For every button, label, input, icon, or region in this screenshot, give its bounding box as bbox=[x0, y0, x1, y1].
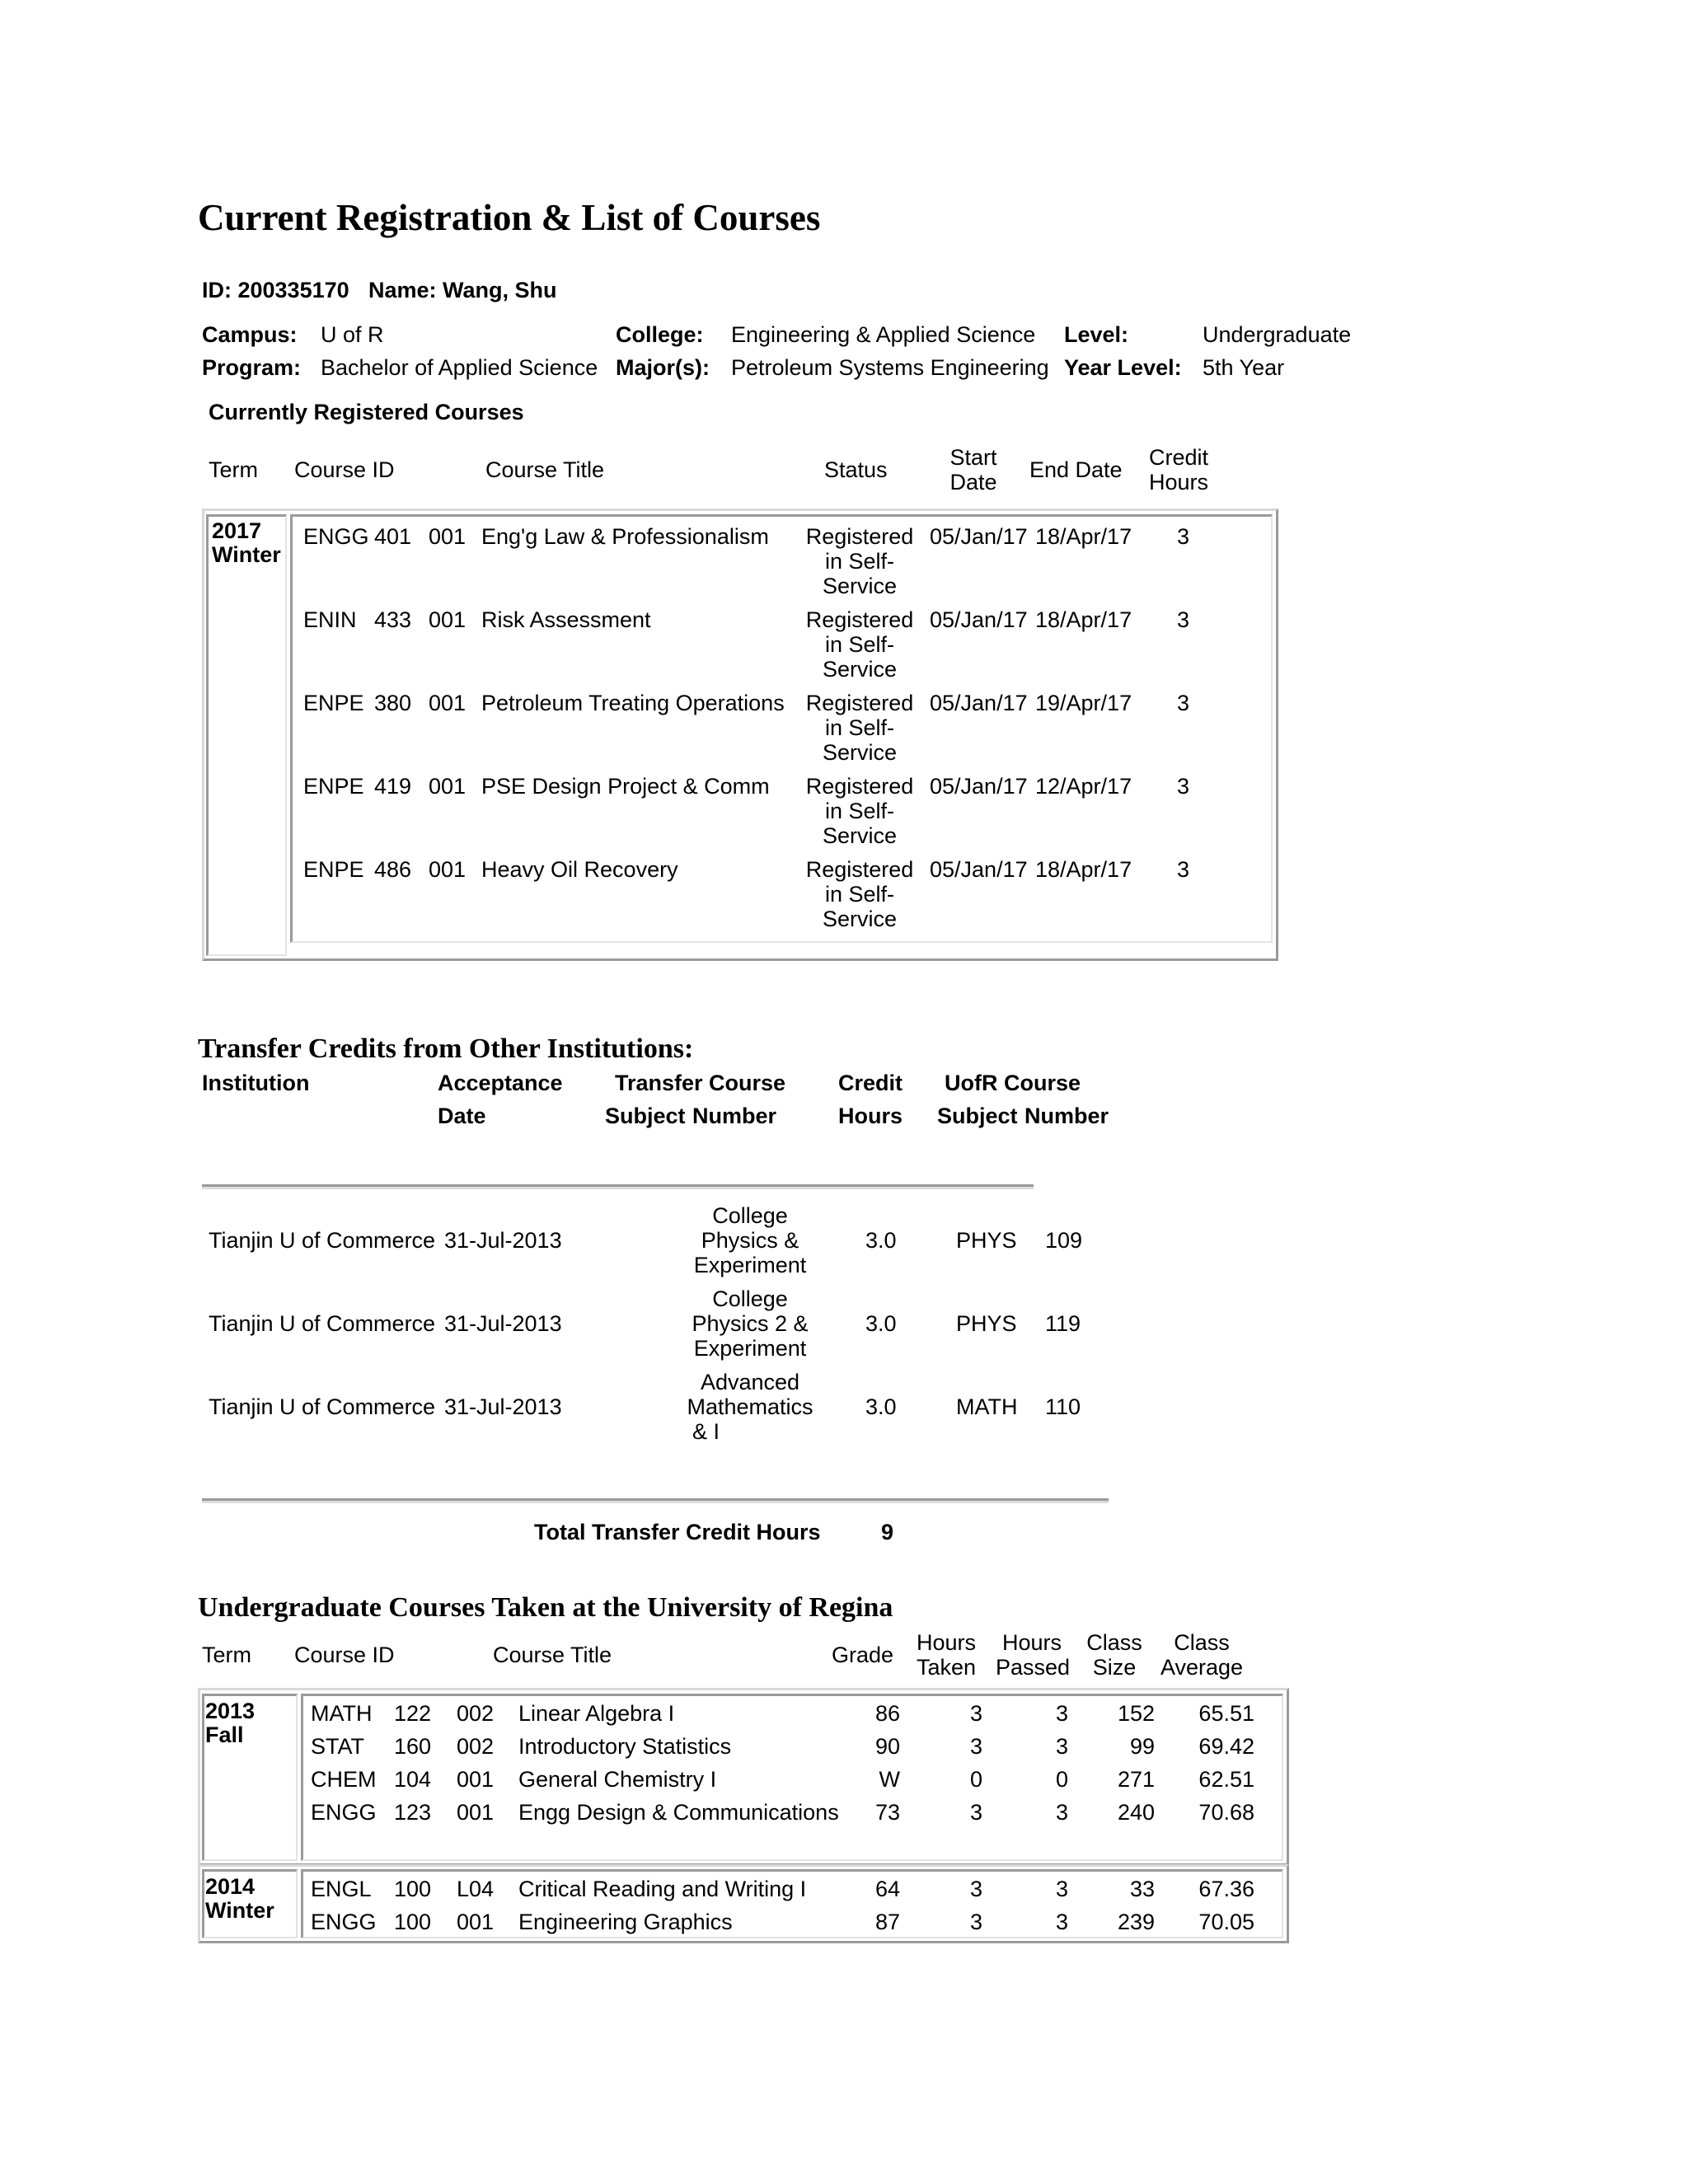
transfer-institution: Tianjin U of Commerce bbox=[209, 1394, 436, 1419]
course-section: 001 bbox=[457, 1910, 495, 1934]
col-grade: Grade bbox=[832, 1643, 894, 1667]
course-subject: ENGL bbox=[311, 1877, 372, 1901]
course-number: 100 bbox=[394, 1910, 432, 1934]
col-term: Term bbox=[209, 457, 258, 482]
class-average: 69.42 bbox=[1198, 1734, 1254, 1759]
class-average: 67.36 bbox=[1198, 1877, 1254, 1901]
course-end: 18/Apr/17 bbox=[1035, 607, 1132, 632]
col-uofr-course: UofR Course bbox=[945, 1071, 1081, 1095]
course-subject: ENIN bbox=[303, 607, 357, 632]
course-number: 486 bbox=[374, 857, 412, 882]
col-acceptance: Acceptance bbox=[438, 1071, 563, 1095]
course-title: Eng'g Law & Professionalism bbox=[481, 524, 769, 549]
majors-label: Major(s): bbox=[616, 355, 710, 380]
course-number: 433 bbox=[374, 607, 412, 632]
transfer-heading: Transfer Credits from Other Institutions: bbox=[198, 1033, 694, 1064]
level-label: Level: bbox=[1064, 322, 1129, 347]
course-subject: STAT bbox=[311, 1734, 364, 1759]
course-status: Registered in Self- Service bbox=[805, 524, 914, 598]
course-credits: 3 bbox=[1177, 607, 1190, 632]
transfer-total-value: 9 bbox=[881, 1520, 894, 1544]
transfer-total-label: Total Transfer Credit Hours bbox=[534, 1520, 821, 1544]
course-number: 123 bbox=[394, 1800, 432, 1825]
hours-taken: 0 bbox=[969, 1767, 982, 1792]
taken-heading: Undergraduate Courses Taken at the University of Regina bbox=[198, 1592, 893, 1623]
course-subject: ENPE bbox=[303, 691, 364, 715]
student-name: Name: Wang, Shu bbox=[368, 278, 557, 302]
col-institution: Institution bbox=[202, 1071, 310, 1095]
transfer-institution: Tianjin U of Commerce bbox=[209, 1311, 436, 1336]
course-section: 002 bbox=[457, 1701, 495, 1726]
course-subject: ENGG bbox=[311, 1800, 377, 1825]
transfer-uofr-number: 109 bbox=[1045, 1228, 1083, 1253]
col-hours: Hours bbox=[838, 1104, 903, 1128]
current-term: 2017 Winter bbox=[212, 518, 281, 567]
course-start: 05/Jan/17 bbox=[930, 691, 1028, 715]
hours-taken: 3 bbox=[969, 1877, 982, 1901]
course-grade: 73 bbox=[874, 1800, 900, 1825]
col-credit-hours: Credit Hours bbox=[1148, 445, 1209, 494]
course-status: Registered in Self- Service bbox=[805, 774, 914, 848]
col-transfer-subject: Subject bbox=[605, 1104, 686, 1128]
col-course-id: Course ID bbox=[294, 457, 395, 482]
col-acceptance-date: Date bbox=[438, 1104, 486, 1128]
course-subject: MATH bbox=[311, 1701, 373, 1726]
course-number: 419 bbox=[374, 774, 412, 799]
hours-passed: 3 bbox=[1055, 1800, 1068, 1825]
course-subject: ENPE bbox=[303, 857, 364, 882]
course-number: 160 bbox=[394, 1734, 432, 1759]
page-title: Current Registration & List of Courses bbox=[198, 197, 821, 238]
course-status: Registered in Self- Service bbox=[805, 607, 914, 682]
campus-label: Campus: bbox=[202, 322, 298, 347]
course-credits: 3 bbox=[1177, 524, 1190, 549]
hours-taken: 3 bbox=[969, 1910, 982, 1934]
term-cell bbox=[206, 514, 287, 956]
course-section: 001 bbox=[429, 774, 467, 799]
col-course-id: Course ID bbox=[294, 1643, 395, 1667]
course-credits: 3 bbox=[1177, 774, 1190, 799]
course-title: PSE Design Project & Comm bbox=[481, 774, 770, 799]
course-start: 05/Jan/17 bbox=[930, 524, 1028, 549]
col-term: Term bbox=[202, 1643, 251, 1667]
course-end: 19/Apr/17 bbox=[1035, 691, 1132, 715]
transfer-course-title: Advanced Mathematics & I bbox=[687, 1370, 814, 1444]
course-section: 001 bbox=[429, 524, 467, 549]
course-end: 18/Apr/17 bbox=[1035, 524, 1132, 549]
course-grade: 90 bbox=[874, 1734, 900, 1759]
course-credits: 3 bbox=[1177, 691, 1190, 715]
hours-passed: 3 bbox=[1055, 1734, 1068, 1759]
course-number: 100 bbox=[394, 1877, 432, 1901]
col-course-title: Course Title bbox=[493, 1643, 612, 1667]
level-value: Undergraduate bbox=[1203, 322, 1352, 347]
hours-taken: 3 bbox=[969, 1701, 982, 1726]
course-section: 001 bbox=[429, 607, 467, 632]
transfer-uofr-number: 119 bbox=[1045, 1311, 1081, 1336]
course-title: Linear Algebra I bbox=[518, 1701, 675, 1726]
col-hours-passed: Hours Passed bbox=[996, 1630, 1071, 1680]
transfer-course-title: College Physics & Experiment bbox=[693, 1203, 807, 1277]
campus-value: U of R bbox=[321, 322, 384, 347]
college-label: College: bbox=[616, 322, 704, 347]
class-average: 65.51 bbox=[1198, 1701, 1254, 1726]
year-level-label: Year Level: bbox=[1064, 355, 1182, 380]
hours-passed: 3 bbox=[1055, 1910, 1068, 1934]
transfer-credits: 3.0 bbox=[865, 1394, 897, 1419]
class-average: 62.51 bbox=[1198, 1767, 1254, 1792]
transfer-uofr-number: 110 bbox=[1045, 1394, 1081, 1419]
transfer-institution: Tianjin U of Commerce bbox=[209, 1228, 436, 1253]
class-size: 239 bbox=[1117, 1910, 1155, 1934]
col-status: Status bbox=[824, 457, 888, 482]
course-subject: CHEM bbox=[311, 1767, 377, 1792]
col-course-title: Course Title bbox=[485, 457, 605, 482]
course-start: 05/Jan/17 bbox=[930, 857, 1028, 882]
course-end: 18/Apr/17 bbox=[1035, 857, 1132, 882]
course-section: L04 bbox=[457, 1877, 495, 1901]
course-number: 401 bbox=[374, 524, 412, 549]
class-size: 271 bbox=[1117, 1767, 1155, 1792]
transfer-date: 31-Jul-2013 bbox=[444, 1394, 562, 1419]
course-status: Registered in Self- Service bbox=[805, 857, 914, 931]
col-uofr-subject: Subject bbox=[937, 1104, 1018, 1128]
class-size: 152 bbox=[1117, 1701, 1155, 1726]
course-section: 001 bbox=[429, 857, 467, 882]
hours-taken: 3 bbox=[969, 1734, 982, 1759]
program-label: Program: bbox=[202, 355, 302, 380]
program-value: Bachelor of Applied Science bbox=[321, 355, 598, 380]
course-title: Engg Design & Communications bbox=[518, 1800, 839, 1825]
course-title: Critical Reading and Writing I bbox=[518, 1877, 807, 1901]
transfer-date: 31-Jul-2013 bbox=[444, 1311, 562, 1336]
course-title: Risk Assessment bbox=[481, 607, 651, 632]
course-number: 380 bbox=[374, 691, 412, 715]
course-subject: ENGG bbox=[311, 1910, 377, 1934]
transfer-credits: 3.0 bbox=[865, 1311, 897, 1336]
col-transfer-course: Transfer Course bbox=[615, 1071, 786, 1095]
current-heading: Currently Registered Courses bbox=[209, 400, 524, 424]
course-subject: ENPE bbox=[303, 774, 364, 799]
course-title: Introductory Statistics bbox=[518, 1734, 732, 1759]
course-grade: W bbox=[879, 1767, 900, 1792]
hours-taken: 3 bbox=[969, 1800, 982, 1825]
transfer-header-divider bbox=[202, 1184, 1034, 1189]
hours-passed: 3 bbox=[1055, 1701, 1068, 1726]
course-start: 05/Jan/17 bbox=[930, 774, 1028, 799]
col-class-size: Class Size bbox=[1086, 1630, 1142, 1680]
college-value: Engineering & Applied Science bbox=[731, 322, 1036, 347]
course-start: 05/Jan/17 bbox=[930, 607, 1028, 632]
col-class-average: Class Average bbox=[1160, 1630, 1244, 1680]
course-section: 002 bbox=[457, 1734, 495, 1759]
hours-passed: 3 bbox=[1055, 1877, 1068, 1901]
transfer-uofr-subject: PHYS bbox=[956, 1228, 1017, 1253]
course-subject: ENGG bbox=[303, 524, 369, 549]
course-credits: 3 bbox=[1177, 857, 1190, 882]
transfer-uofr-subject: MATH bbox=[956, 1394, 1018, 1419]
col-end-date: End Date bbox=[1029, 457, 1123, 482]
course-number: 122 bbox=[394, 1701, 432, 1726]
transfer-course-title: College Physics 2 & Experiment bbox=[692, 1286, 809, 1361]
majors-value: Petroleum Systems Engineering bbox=[731, 355, 1049, 380]
course-title: Petroleum Treating Operations bbox=[481, 691, 785, 715]
col-start-date: Start Date bbox=[950, 445, 997, 494]
course-section: 001 bbox=[457, 1800, 495, 1825]
course-grade: 86 bbox=[874, 1701, 900, 1726]
class-size: 99 bbox=[1129, 1734, 1155, 1759]
term-label: 2013 Fall bbox=[205, 1699, 256, 1747]
course-status: Registered in Self- Service bbox=[805, 691, 914, 765]
course-grade: 87 bbox=[874, 1910, 900, 1934]
course-end: 12/Apr/17 bbox=[1035, 774, 1132, 799]
class-average: 70.05 bbox=[1198, 1910, 1254, 1934]
col-credit: Credit bbox=[838, 1071, 903, 1095]
course-grade: 64 bbox=[874, 1877, 900, 1901]
class-size: 240 bbox=[1117, 1800, 1155, 1825]
col-uofr-number: Number bbox=[1025, 1104, 1109, 1128]
course-section: 001 bbox=[457, 1767, 495, 1792]
class-size: 33 bbox=[1129, 1877, 1155, 1901]
course-title: Engineering Graphics bbox=[518, 1910, 733, 1934]
hours-passed: 0 bbox=[1055, 1767, 1068, 1792]
student-id: ID: 200335170 bbox=[202, 278, 349, 302]
class-average: 70.68 bbox=[1198, 1800, 1254, 1825]
course-title: General Chemistry I bbox=[518, 1767, 717, 1792]
col-transfer-number: Number bbox=[692, 1104, 777, 1128]
transfer-credits: 3.0 bbox=[865, 1228, 897, 1253]
course-section: 001 bbox=[429, 691, 467, 715]
term-label: 2014 Winter bbox=[205, 1874, 274, 1923]
year-level-value: 5th Year bbox=[1203, 355, 1285, 380]
course-number: 104 bbox=[394, 1767, 432, 1792]
transfer-uofr-subject: PHYS bbox=[956, 1311, 1017, 1336]
transfer-footer-divider bbox=[202, 1498, 1109, 1503]
col-hours-taken: Hours Taken bbox=[916, 1630, 977, 1680]
course-title: Heavy Oil Recovery bbox=[481, 857, 678, 882]
transfer-date: 31-Jul-2013 bbox=[444, 1228, 562, 1253]
